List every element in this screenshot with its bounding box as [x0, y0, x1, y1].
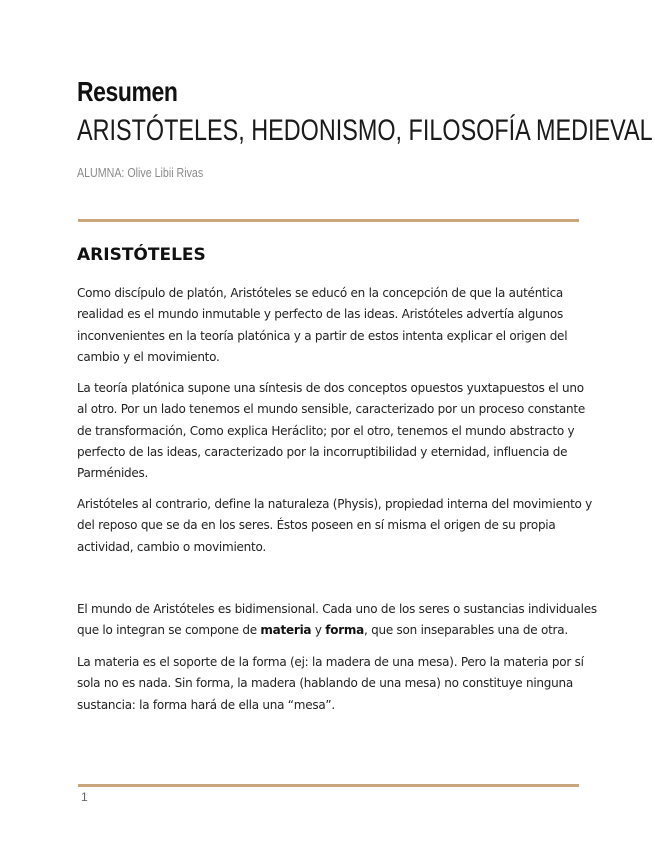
document-title: Resumen — [77, 76, 178, 107]
term-forma: forma — [325, 623, 364, 638]
paragraph-4-text-b: , que son inseparables una de otra. — [364, 623, 568, 638]
section-heading: ARISTÓTELES — [77, 245, 206, 265]
author-line: ALUMNA: Olive Libii Rivas — [77, 165, 204, 180]
footer-divider — [78, 784, 579, 787]
paragraph-3: Aristóteles al contrario, define la naturaleza (Physis), propiedad interna del movimiento y del reposo que se da en los seres. Éstos poseen en sí misma el origen de su propia actividad, cambio o movimiento. — [77, 497, 593, 554]
paragraph-5: La materia es el soporte de la forma (ej: la madera de una mesa). Pero la materia por sí sola no es nada. Sin forma, la madera (hablando de una mesa) no constituye ninguna sustancia: la forma hará de ella una “mesa”. — [77, 655, 584, 712]
paragraph-4-text-a: El mundo de Aristóteles es bidimensional. Cada uno de los seres o sustancias individuales que lo integran se compone de — [77, 602, 597, 638]
header-divider — [78, 219, 579, 222]
document-subtitle: ARISTÓTELES, HEDONISMO, FILOSOFÍA MEDIEVAL — [77, 114, 653, 147]
page-number: 1 — [81, 790, 88, 804]
paragraph-1: Como discípulo de platón, Aristóteles se educó en la concepción de que la auténtica realidad es el mundo inmutable y perfecto de las ideas. Aristóteles advertía algunos inconvenientes en la teoría platónica y a partir de estos intenta explicar el origen del cambio y el movimiento. — [77, 286, 568, 364]
paragraph-4-conj: y — [311, 623, 326, 638]
paragraph-4 — [77, 599, 597, 642]
term-materia: materia — [260, 623, 312, 638]
paragraph-2: La teoría platónica supone una síntesis de dos conceptos opuestos yuxtapuestos el uno al otro. Por un lado tenemos el mundo sensible, caracterizado por un proceso constante de transformación, Como explica Heráclito; por el otro, tenemos el mundo abstracto y perfecto de las ideas, caracterizado por la incorruptibilidad y eternidad, influencia de Parménides. — [77, 381, 585, 481]
